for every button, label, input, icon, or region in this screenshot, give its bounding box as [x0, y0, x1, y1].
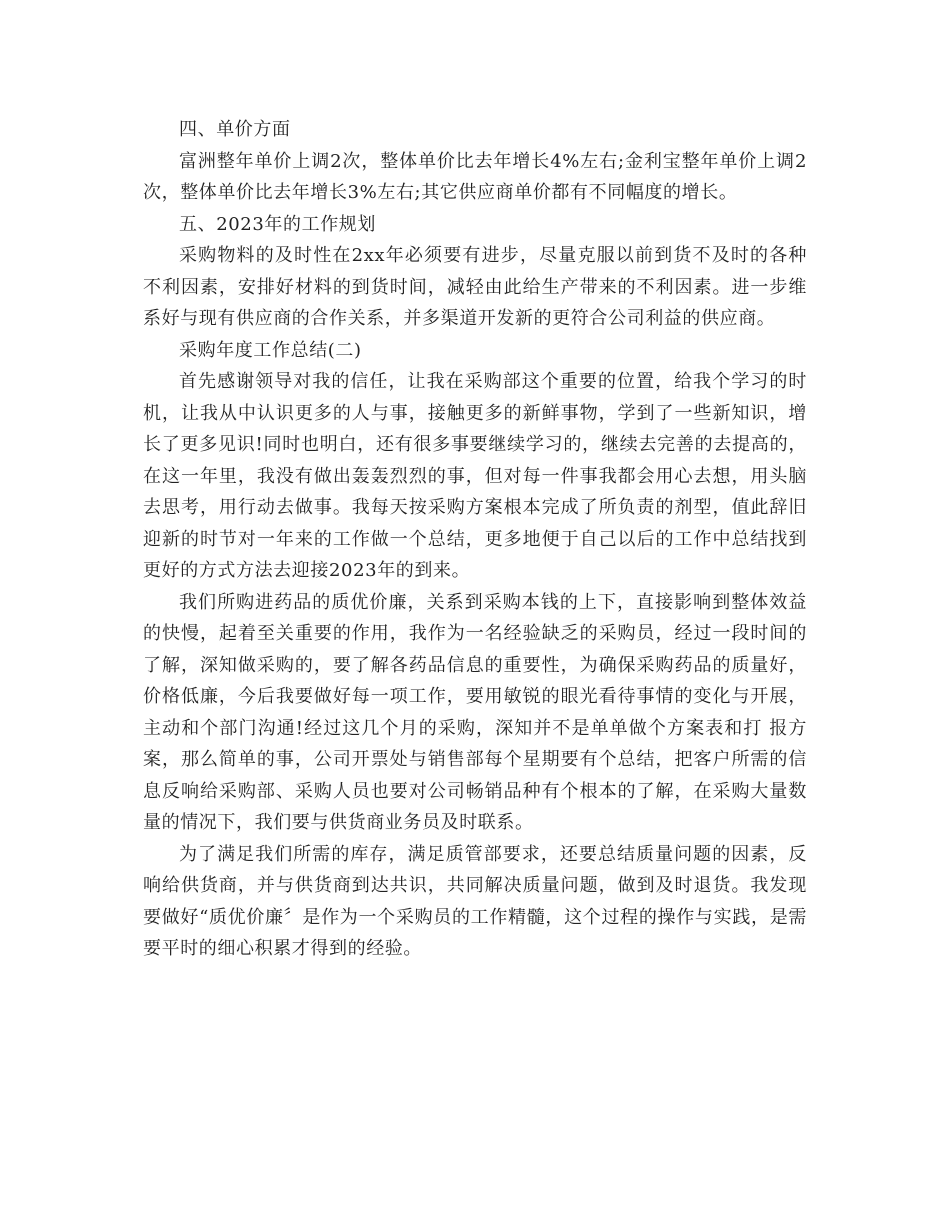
section-heading-summary-two: 采购年度工作总结(二)	[179, 339, 362, 361]
paragraph-inventory: 为了满足我们所需的库存，满足质管部要求，还要总结质量问题的因素，反响给供货商，并与供货商到达共识，共同解决质量问题，做到及时退货。我发现要做好“质优价廉〞是作为一个采购员的工作精髓，这个过程的操作与实践，是需要平时的细心积累才得到的经验。	[143, 843, 807, 959]
section-heading-work-plan: 五、2023年的工作规划	[179, 213, 377, 235]
paragraph-quality-price: 我们所购进药品的质优价廉，关系到采购本钱的上下，直接影响到整体效益的快慢，起着至关重要的作用，我作为一名经验缺乏的采购员，经过一段时间的了解，深知做采购的，要了解各药品信息的重要性，为确保采购药品的质量好，价格低廉，今后我要做好每一项工作，要用敏锐的眼光看待事情的变化与开展，主动和个部门沟通!经过这几个月的采购，深知并不是单单做个方案表和打 报方案，那么简单的事，公司开票处与销售部每个星期要有个总结，把客户所需的信息反响给采购部、采购人员也要对公司畅销品种有个根本的了解，在采购大量数量的情况下，我们要与供货商业务员及时联系。	[143, 591, 807, 833]
section-heading-unit-price: 四、单价方面	[179, 119, 291, 140]
paragraph-unit-price: 富洲整年单价上调2次，整体单价比去年增长4%左右;金利宝整年单价上调2次，整体单价比去年增长3%左右;其它供应商单价都有不同幅度的增长。	[143, 150, 807, 203]
paragraph-work-plan: 采购物料的及时性在2xx年必须要有进步，尽量克服以前到货不及时的各种不利因素，安排好材料的到货时间，减轻由此给生产带来的不利因素。进一步维系好与现有供应商的合作关系，并多渠道开发新的更符合公司利益的供应商。	[143, 245, 807, 329]
document-body	[143, 114, 807, 965]
paragraph-thanks: 首先感谢领导对我的信任，让我在采购部这个重要的位置，给我个学习的时机，让我从中认识更多的人与事，接触更多的新鲜事物，学到了一些新知识，增长了更多见识!同时也明白，还有很多事要继续学习的，继续去完善的去提高的，在这一年里，我没有做出轰轰烈烈的事，但对每一件事我都会用心去想，用头脑去思考，用行动去做事。我每天按采购方案根本完成了所负责的剂型，值此辞旧迎新的时节对一年来的工作做一个总结，更多地便于自己以后的工作中总结找到更好的方式方法去迎接2023年的到来。	[143, 371, 807, 581]
